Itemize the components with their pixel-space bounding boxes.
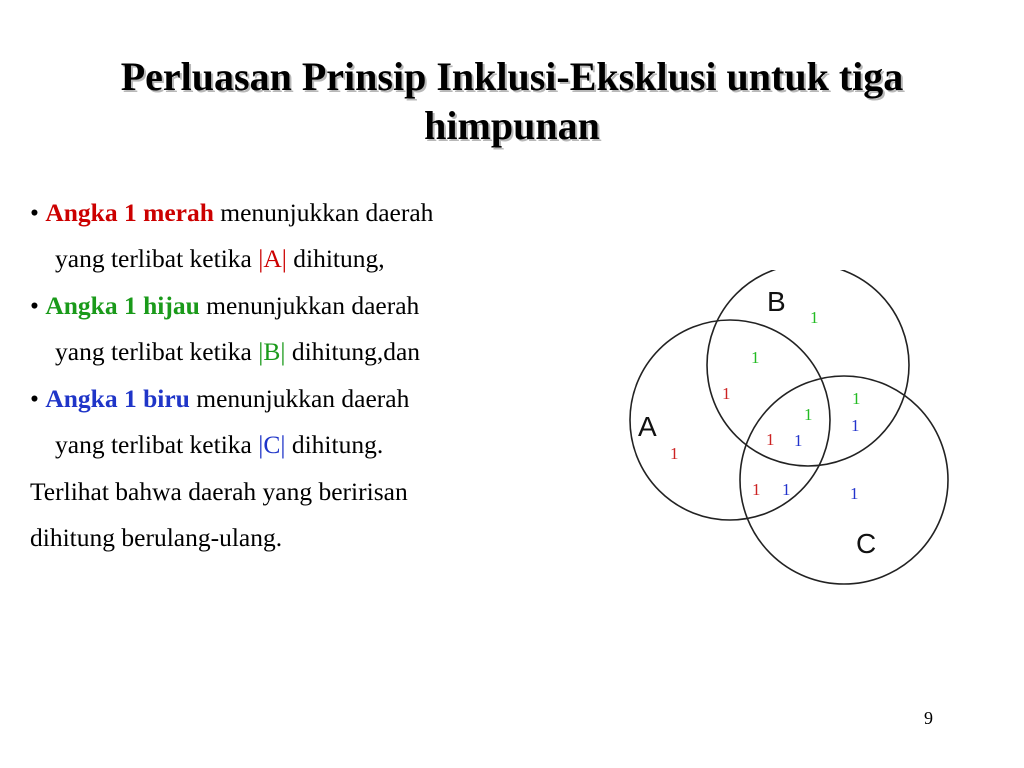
set-b-notation: |B| (258, 337, 286, 366)
region-abc-red: 1 (766, 430, 775, 449)
bullet-green-text: menunjukkan daerah (199, 291, 420, 320)
set-label-a: A (638, 411, 657, 442)
set-c-notation: |C| (258, 430, 286, 459)
page-number: 9 (924, 708, 933, 728)
bullet-green-cont-suffix: dihitung,dan (285, 337, 421, 366)
conclusion-line-2: dihitung berulang-ulang. (30, 523, 283, 552)
region-abc-green: 1 (804, 405, 813, 424)
region-a-only-red: 1 (670, 444, 679, 463)
region-ab-green: 1 (751, 348, 760, 367)
bullet-red-text: menunjukkan daerah (213, 198, 434, 227)
bullet-blue-cont-prefix: yang terlibat ketika (55, 430, 259, 459)
region-c-only-blue: 1 (850, 484, 859, 503)
bullet-blue-text: menunjukkan daerah (189, 384, 410, 413)
bullet-marker: • (30, 384, 39, 413)
conclusion-line-1: Terlihat bahwa daerah yang beririsan (30, 477, 408, 506)
venn-diagram (620, 270, 960, 590)
bullet-green-continuation (55, 337, 420, 367)
set-label-c: C (856, 528, 877, 559)
region-abc-blue: 1 (794, 431, 803, 450)
region-ab-red: 1 (722, 384, 731, 403)
bullet-red-continuation (55, 244, 385, 274)
bullet-green-highlight: Angka 1 hijau (45, 291, 200, 320)
region-ac-red: 1 (752, 480, 761, 499)
circle-a (630, 320, 830, 520)
bullet-marker: • (30, 291, 39, 320)
bullet-green-cont-prefix: yang terlibat ketika (55, 337, 259, 366)
bullet-red (30, 198, 433, 228)
bullet-blue-cont-suffix: dihitung. (285, 430, 384, 459)
bullet-blue-continuation (55, 430, 383, 460)
bullet-red-highlight: Angka 1 merah (45, 198, 214, 227)
set-a-notation: |A| (258, 244, 287, 273)
bullet-red-cont-prefix: yang terlibat ketika (55, 244, 259, 273)
bullet-blue-highlight: Angka 1 biru (45, 384, 190, 413)
region-b-only-green: 1 (810, 308, 819, 327)
circle-c (740, 376, 948, 584)
circle-b (707, 270, 909, 466)
region-bc-green: 1 (852, 389, 861, 408)
bullet-marker: • (30, 198, 39, 227)
bullet-green (30, 291, 419, 321)
bullet-blue (30, 384, 409, 414)
bullet-red-cont-suffix: dihitung, (286, 244, 385, 273)
region-bc-blue: 1 (851, 416, 860, 435)
region-ac-blue: 1 (782, 480, 791, 499)
slide-title: Perluasan Prinsip Inklusi-Eksklusi untuk tiga himpunan (120, 54, 904, 148)
set-label-b: B (767, 286, 786, 317)
